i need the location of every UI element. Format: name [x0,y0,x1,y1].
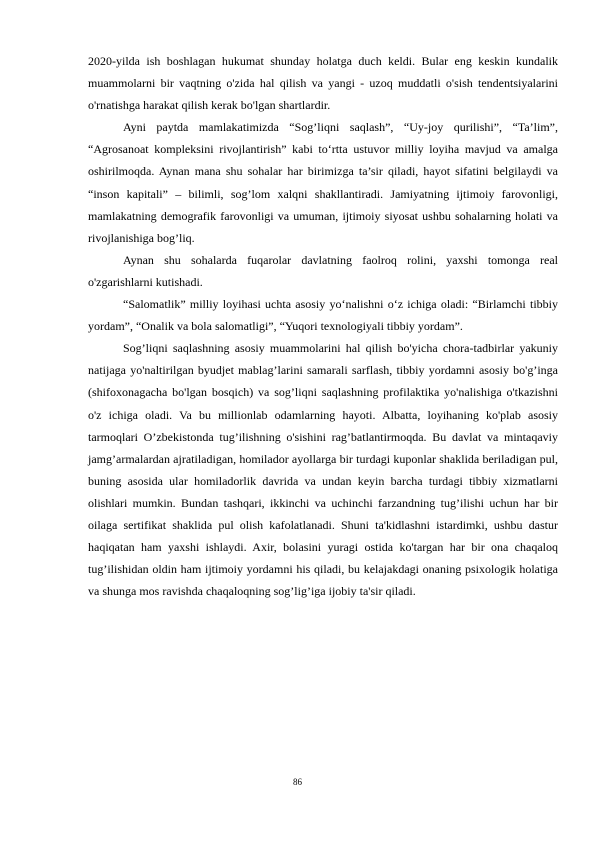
paragraph: “Salomatlik” milliy loyihasi uchta asosiy yo‘nalishni o‘z ichiga oladi: “Birlamchi tibbiy yordam”, “Onalik va bola salomatligi”, “Yuqori texnologiyali tibbiy yordam”. [88,297,558,334]
paragraph: 2020-yilda ish boshlagan hukumat shunday holatga duch keldi. Bular eng keskin kundalik muammolarni bir vaqtning o'zida hal qilish va yangi - uzoq muddatli o'sish tendentsiyalarini o'rnatishga harakat qilish kerak bo'lgan shartlardir. [88,54,558,113]
document-body [88,50,558,602]
paragraph: Aynan shu sohalarda fuqarolar davlatning faolroq rolini, yaxshi tomonga real o'zgarishlarni kutishadi. [88,252,558,289]
paragraph: Sog’liqni saqlashning asosiy muammolarini hal qilish bo'yicha chora-tadbirlar yakuniy natijaga yo'naltirilgan byudjet mablag’larini samarali sarflash, tibbiy yordamni asosiy bo'g’inga (shifoxonagacha bo'lgan bosqich) va sog’liqni saqlashning profilaktika yo'nalishiga o'tkazishni o'z ichiga oladi. Va bu millionlab odamlarning hayoti. Albatta, loyihaning ko'plab asosiy tarmoqlari O’zbekistonda tug’ilishning o'sishini rag’batlantirmoqda. Bu davlat va mintaqaviy jamg’armalardan ajratiladigan, homilador ayollarga bir turdagi kuponlar shaklida beriladigan pul, buning asosida ular homiladorlik davrida va undan keyin barcha turdagi tibbiy xizmatlarni olishlari mumkin. Bundan tashqari, ikkinchi va uchinchi farzandning tug’ilishi uchun har bir oilaga sertifikat shaklida pul olish kafolatlanadi. Shuni ta'kidlashni istardimki, ushbu dastur haqiqatan ham yaxshi ishlaydi. Axir, bolasini yuragi ostida ko'targan har bir ona chaqaloq tug’ilishidan oldin ham ijtimoiy yordamni his qiladi, bu kelajakdagi onaning psixologik holatiga va shunga mos ravishda chaqaloqning sog’lig’iga ijobiy ta'sir qiladi. [88,341,558,599]
page-number: 86 [293,777,302,787]
paragraph: Ayni paytda mamlakatimizda “Sog’liqni saqlash”, “Uy-joy qurilishi”, “Ta’lim”, “Agrosanoat kompleksini rivojlantirish” kabi to‘rtta ustuvor milliy loyiha mavjud va amalga oshirilmoqda. Aynan mana shu sohalar har birimizga ta’sir qiladi, hayot sifatini belgilaydi va “inson kapitali” – bilimli, sog’lom xalqni shakllantiradi. Jamiyatning ijtimoiy farovonligi, mamlakatning demografik farovonligi va umuman, ijtimoiy siyosat ushbu sohalarning holati va rivojlanishiga bog’liq. [88,120,558,245]
